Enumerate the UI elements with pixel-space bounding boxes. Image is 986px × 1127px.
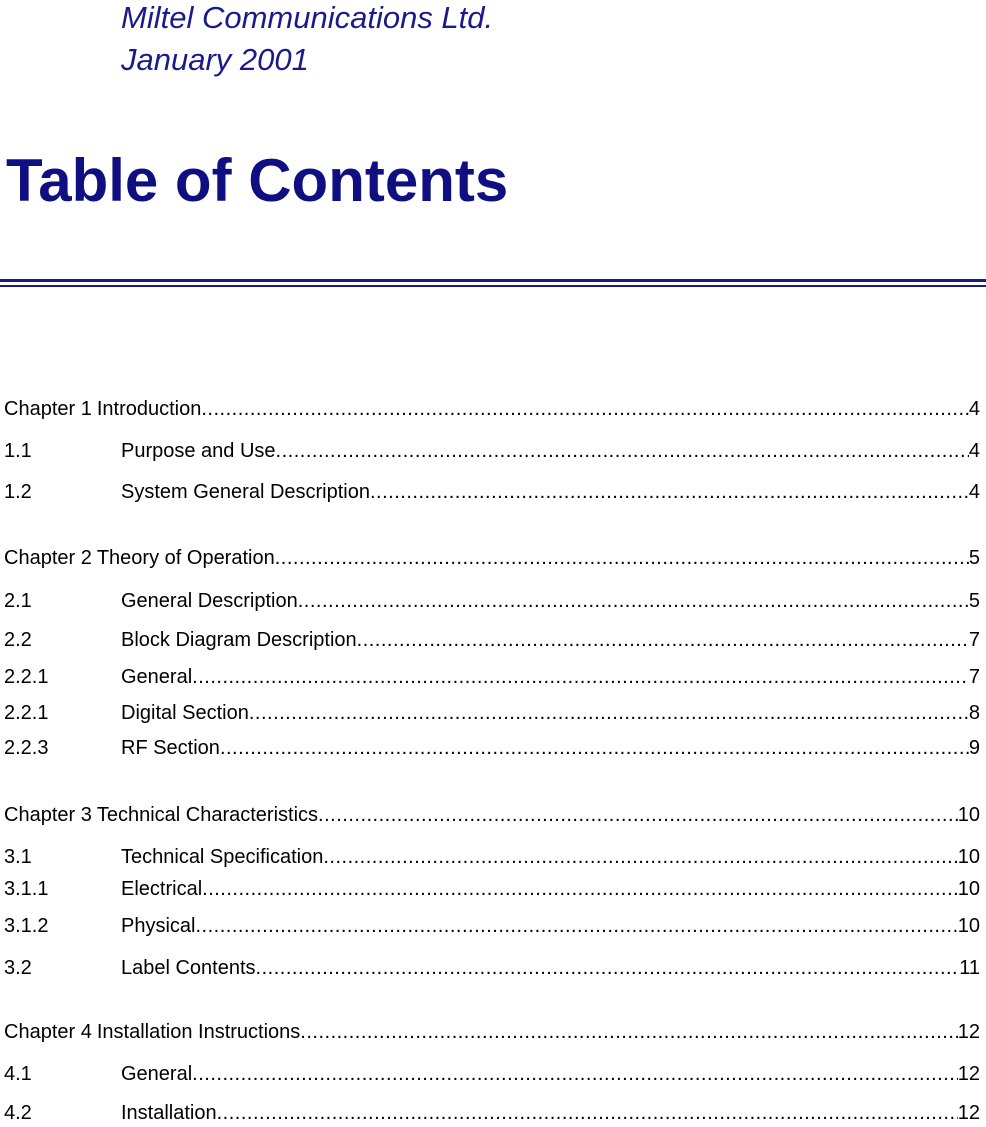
toc-entry-4-1[interactable] <box>4 1061 980 1087</box>
toc-title: Technical Characteristics <box>96 804 319 826</box>
toc-entry-chapter-3[interactable] <box>4 802 980 828</box>
toc-number: 1.1 <box>4 440 32 462</box>
toc-leader <box>195 913 957 939</box>
toc-entry-2-2[interactable] <box>4 627 980 653</box>
toc-page-number: 9 <box>968 737 980 759</box>
toc-title: Digital Section <box>121 702 249 724</box>
toc-title: Label Contents <box>121 957 256 979</box>
toc-entry-2-2-1-general[interactable] <box>4 664 980 690</box>
toc-page-number: 12 <box>957 1021 980 1043</box>
toc-page-number: 4 <box>968 440 980 462</box>
toc-entry-4-2[interactable] <box>4 1100 980 1126</box>
toc-leader <box>220 735 969 761</box>
toc-title: RF Section <box>121 737 220 759</box>
toc-number: 4.1 <box>4 1063 32 1085</box>
toc-page-number: 10 <box>957 846 980 868</box>
toc-title: System General Description <box>121 481 370 503</box>
toc-entry-3-1-1[interactable] <box>4 876 980 902</box>
toc-entry-chapter-2[interactable] <box>4 545 980 571</box>
page-title: Table of Contents <box>6 147 509 214</box>
toc-leader <box>217 1100 958 1126</box>
toc-number: Chapter 2 <box>4 547 92 569</box>
toc-number: 2.2 <box>4 629 32 651</box>
toc-title: Installation <box>121 1102 217 1124</box>
toc-leader <box>202 876 958 902</box>
toc-number: Chapter 3 <box>4 804 92 826</box>
toc-number: 4.2 <box>4 1102 32 1124</box>
toc-title: Block Diagram Description <box>121 629 357 651</box>
title-rule-thick <box>0 279 986 282</box>
toc-title: General <box>121 666 193 688</box>
toc-title: Electrical <box>121 878 203 900</box>
toc-leader <box>192 1061 958 1087</box>
toc-leader <box>370 479 969 505</box>
toc-page-number: 5 <box>968 590 980 612</box>
toc-title: Technical Specification <box>121 846 324 868</box>
toc-page-number: 10 <box>957 804 980 826</box>
toc-number: 2.1 <box>4 590 32 612</box>
toc-page-number: 4 <box>968 481 980 503</box>
toc-leader <box>275 545 969 571</box>
toc-title: Physical <box>121 915 196 937</box>
toc-leader <box>298 588 969 614</box>
toc-leader <box>318 802 958 828</box>
toc-leader <box>357 627 969 653</box>
toc-leader <box>249 700 969 726</box>
toc-title: Installation Instructions <box>96 1021 301 1043</box>
toc-number: 3.2 <box>4 957 32 979</box>
toc-number: 3.1.2 <box>4 915 49 937</box>
toc-title: General Description <box>121 590 298 612</box>
toc-entry-1-1[interactable] <box>4 438 980 464</box>
toc-entry-3-2[interactable] <box>4 955 980 981</box>
toc-leader <box>276 438 969 464</box>
document-date: January 2001 <box>121 42 309 77</box>
toc-title: General <box>121 1063 193 1085</box>
toc-number: Chapter 4 <box>4 1021 92 1043</box>
toc-title: Introduction <box>96 398 202 420</box>
toc-entry-2-1[interactable] <box>4 588 980 614</box>
toc-entry-1-2[interactable] <box>4 479 980 505</box>
toc-number: Chapter 1 <box>4 398 92 420</box>
toc-leader <box>323 844 957 870</box>
toc-page-number: 7 <box>968 666 980 688</box>
toc-entry-2-2-1-digital[interactable] <box>4 700 980 726</box>
toc-entry-chapter-1[interactable] <box>4 396 980 422</box>
toc-title: Theory of Operation <box>96 547 275 569</box>
toc-entry-chapter-4[interactable] <box>4 1019 980 1045</box>
toc-page-number: 10 <box>957 878 980 900</box>
toc-page-number: 7 <box>968 629 980 651</box>
toc-entry-3-1-2[interactable] <box>4 913 980 939</box>
toc-leader <box>192 664 969 690</box>
toc-page-number: 12 <box>957 1102 980 1124</box>
toc-page-number: 10 <box>957 915 980 937</box>
toc-number: 2.2.3 <box>4 737 49 759</box>
toc-leader <box>256 955 960 981</box>
toc-title: Purpose and Use <box>121 440 276 462</box>
company-name: Miltel Communications Ltd. <box>121 0 494 35</box>
toc-entry-2-2-3[interactable] <box>4 735 980 761</box>
toc-page-number: 8 <box>968 702 980 724</box>
toc-number: 2.2.1 <box>4 666 49 688</box>
toc-entry-3-1[interactable] <box>4 844 980 870</box>
toc-number: 1.2 <box>4 481 32 503</box>
toc-page-number: 4 <box>968 398 980 420</box>
toc-leader <box>300 1019 957 1045</box>
toc-page-number: 11 <box>959 957 980 979</box>
toc-number: 2.2.1 <box>4 702 49 724</box>
toc-page-number: 12 <box>957 1063 980 1085</box>
title-rule-thin <box>0 285 986 287</box>
toc-number: 3.1 <box>4 846 32 868</box>
toc-number: 3.1.1 <box>4 878 49 900</box>
toc-page-number: 5 <box>968 547 980 569</box>
toc-leader <box>201 396 969 422</box>
